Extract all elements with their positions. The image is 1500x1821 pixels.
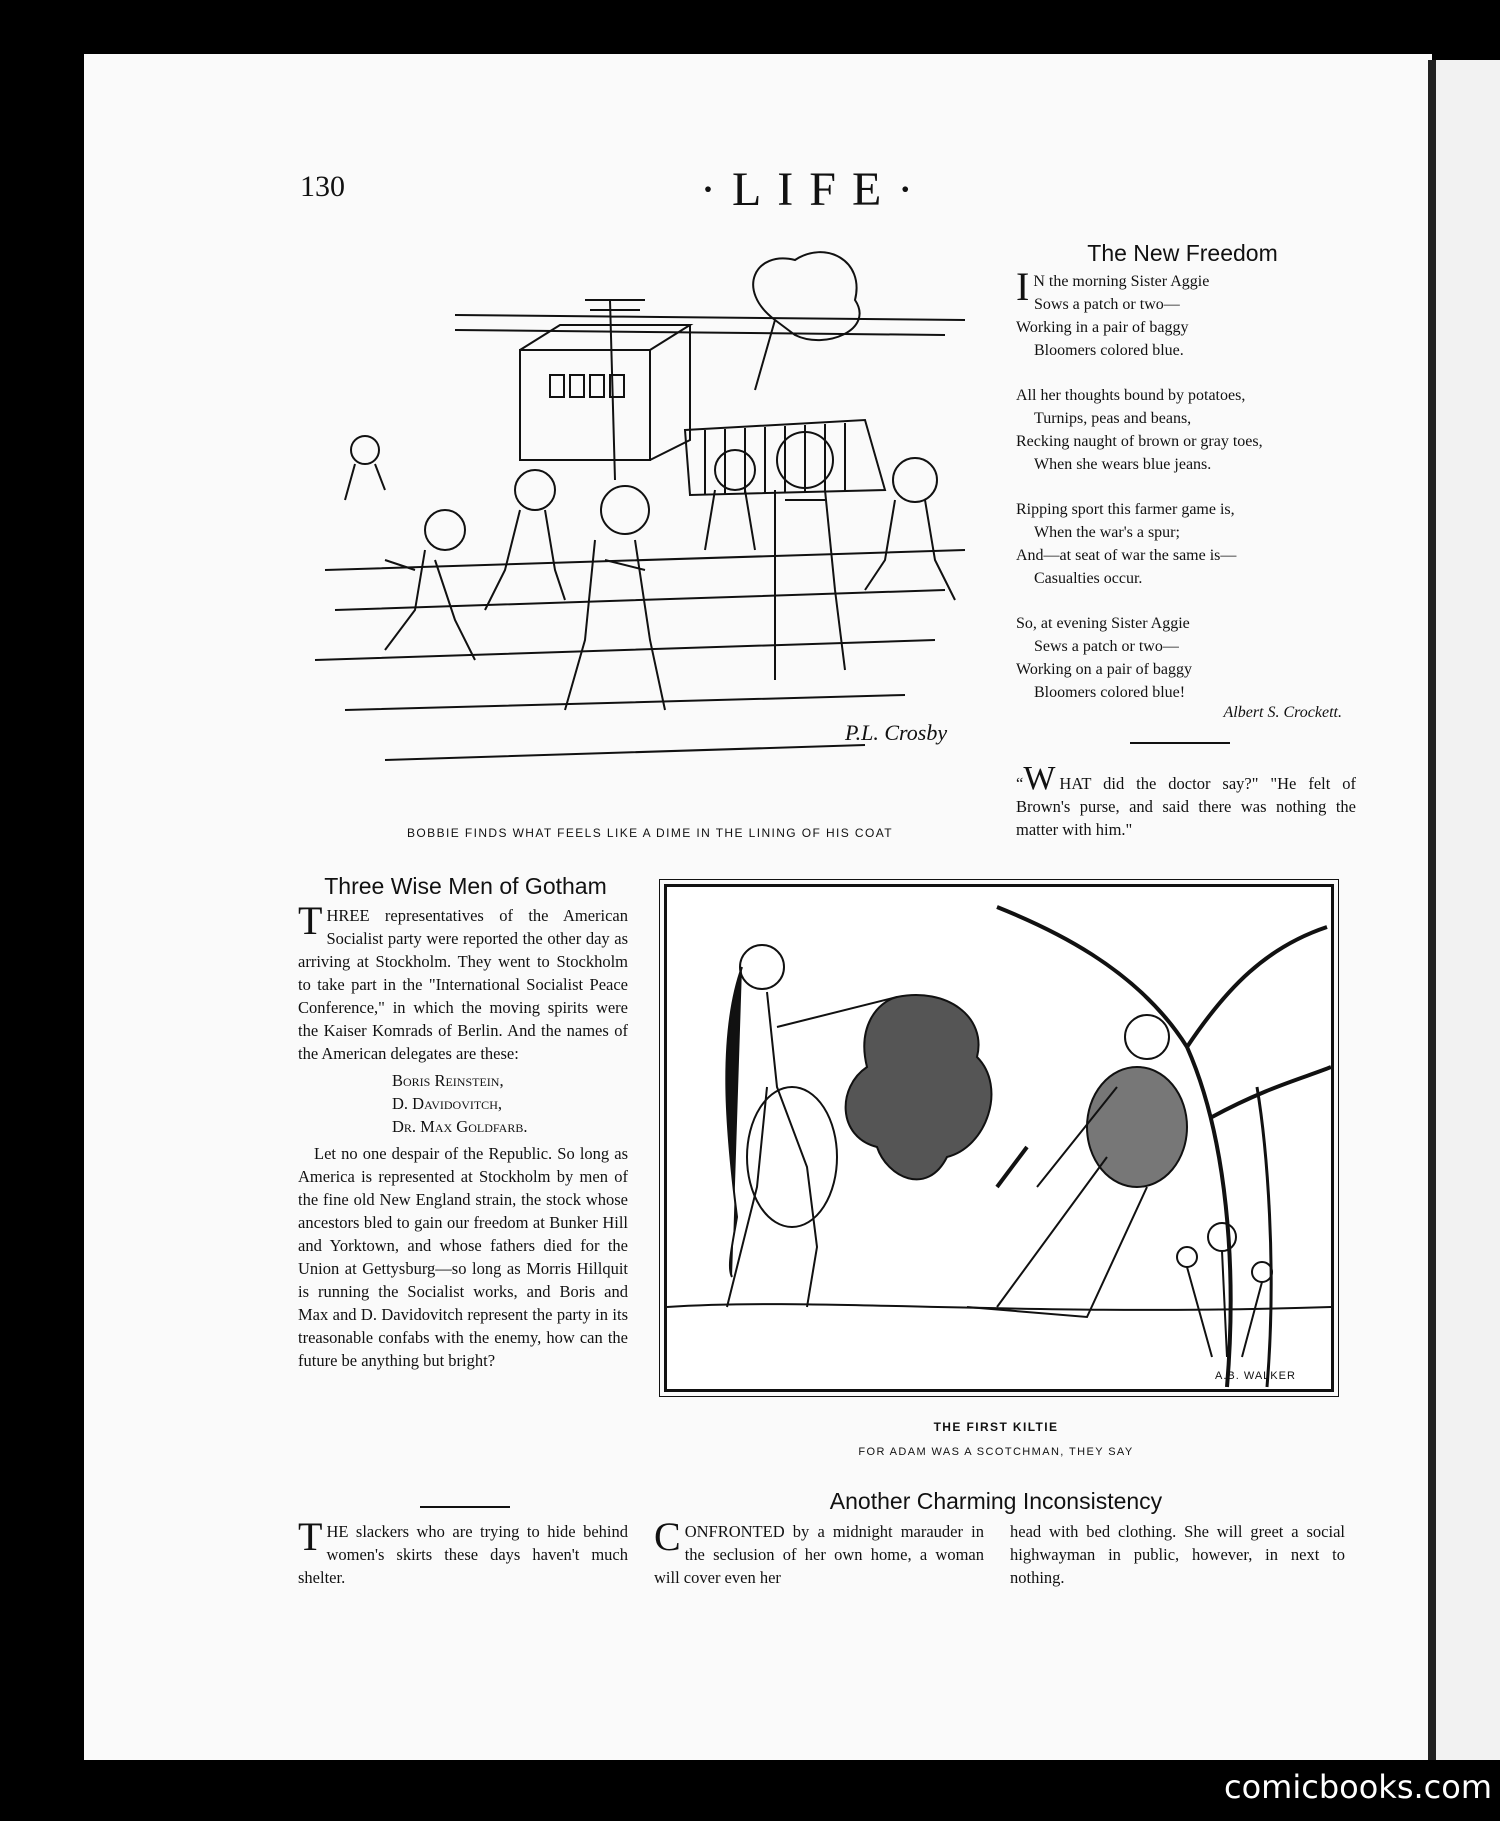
- poem-stanza-1: [1016, 264, 1356, 362]
- joke-dropcap: W: [1023, 760, 1056, 797]
- poem-author: Albert S. Crockett.: [1223, 704, 1342, 721]
- gotham-para-2: Let no one despair of the Republic. So long as America is represented at Stockholm by men of the fine old New England strain, the stock whose ancestors bled to gain our freedom at Bunker Hill and Yorktown, and whose fathers died for the Union at Gettysburg—so long as Morris Hillquit is running the Socialist works, and Boris and Max and D. Davidovitch represent the party in its treasonable confabs with the enemy, how can the future be anything but bright?: [298, 1144, 628, 1370]
- masthead: ·LIFE·: [700, 163, 930, 216]
- cartoon2-signature: A.B. WALKER: [1215, 1370, 1296, 1382]
- joke-open-quote: “: [1016, 774, 1024, 793]
- cartoon-bobbie-illustration: [305, 240, 985, 810]
- gotham-article: [298, 898, 628, 1372]
- poem-stanza-2: [1016, 384, 1356, 476]
- poem-line: All her thoughts bound by potatoes,: [1016, 387, 1246, 404]
- poem-line: Sews a patch or two—: [1034, 638, 1179, 655]
- inconsistency-col-1: [654, 1514, 984, 1589]
- gotham-dropcap: T: [298, 898, 323, 943]
- delegate-name: Dr. Max Goldfarb.: [392, 1117, 528, 1136]
- page-gutter: [1428, 60, 1436, 1760]
- cartoon2-caption: THE FIRST KILTIE: [933, 1420, 1059, 1434]
- poem-line: Turnips, peas and beans,: [1034, 410, 1192, 427]
- cartoon-kiltie-frame: [664, 884, 1334, 1392]
- poem-dropcap: I: [1016, 264, 1030, 309]
- poem-line: Recking naught of brown or gray toes,: [1016, 433, 1263, 450]
- joke-text: HAT did the doctor say?" "He felt of Brown's purse, and said there was nothing the matter with him.": [1016, 774, 1356, 839]
- cartoon1-caption: BOBBIE FINDS WHAT FEELS LIKE A DIME IN THE LINING OF HIS COAT: [407, 826, 893, 840]
- cartoon2-subcaption: FOR ADAM WAS A SCOTCHMAN, THEY SAY: [858, 1446, 1134, 1458]
- poem-line: So, at evening Sister Aggie: [1016, 615, 1190, 632]
- poem-line: When she wears blue jeans.: [1034, 456, 1212, 473]
- poem-line: Bloomers colored blue.: [1034, 342, 1184, 359]
- poem-line: Working on a pair of baggy: [1016, 661, 1192, 678]
- poem-line: Working in a pair of baggy: [1016, 319, 1189, 336]
- page-number: 130: [300, 170, 345, 203]
- poem-stanza-3: [1016, 498, 1356, 590]
- poem-title: The New Freedom: [1087, 240, 1278, 266]
- inconsistency-dropcap: C: [654, 1514, 681, 1559]
- divider: [1130, 742, 1230, 744]
- inconsistency-title: Another Charming Inconsistency: [829, 1488, 1163, 1514]
- poem-line: N the morning Sister Aggie: [1033, 273, 1210, 290]
- poem-line: And—at seat of war the same is—: [1016, 547, 1237, 564]
- poem-line: Casualties occur.: [1034, 570, 1143, 587]
- delegate-name: D. Davidovitch,: [392, 1094, 502, 1113]
- inconsistency-col1-text: ONFRONTED by a midnight marauder in the seclusion of her own home, a woman will cover even her: [654, 1522, 984, 1587]
- poem-body: [1016, 264, 1356, 722]
- poem-line: Bloomers colored blue!: [1034, 684, 1186, 701]
- doctor-joke: [1016, 760, 1356, 841]
- gotham-para-1: [298, 898, 628, 1065]
- gotham-para1-text: HREE representatives of the American Socialist party were reported the other day as arriving at Stockholm. They went to Stockholm to take part in the "International Socialist Peace Conference," in which the moving spirits were the Kaiser Komrads of Berlin. And the names of the American delegates are these:: [298, 906, 628, 1063]
- slackers-dropcap: T: [298, 1514, 323, 1559]
- adjacent-page-edge: [1436, 60, 1500, 1760]
- poem-line: Ripping sport this farmer game is,: [1016, 501, 1235, 518]
- divider: [420, 1506, 510, 1508]
- comicbooks-watermark: comicbooks.com: [1224, 1764, 1480, 1810]
- inconsistency-col-2: head with bed clothing. She will greet a social highwayman in public, however, in next to nothing.: [1010, 1522, 1345, 1587]
- cartoon1-signature: P.L. Crosby: [845, 720, 948, 745]
- delegate-list: [298, 1069, 628, 1138]
- gotham-title: Three Wise Men of Gotham: [324, 873, 607, 899]
- delegate-name: Boris Reinstein,: [392, 1071, 504, 1090]
- slackers-paragraph: [298, 1514, 628, 1589]
- poem-stanza-4: [1016, 612, 1356, 704]
- poem-line: When the war's a spur;: [1034, 524, 1180, 541]
- cartoon-kiltie-illustration: [667, 887, 1331, 1389]
- poem-line: Sows a patch or two—: [1034, 296, 1180, 313]
- slackers-text: HE slackers who are trying to hide behind women's skirts these days haven't much shelter.: [298, 1522, 628, 1587]
